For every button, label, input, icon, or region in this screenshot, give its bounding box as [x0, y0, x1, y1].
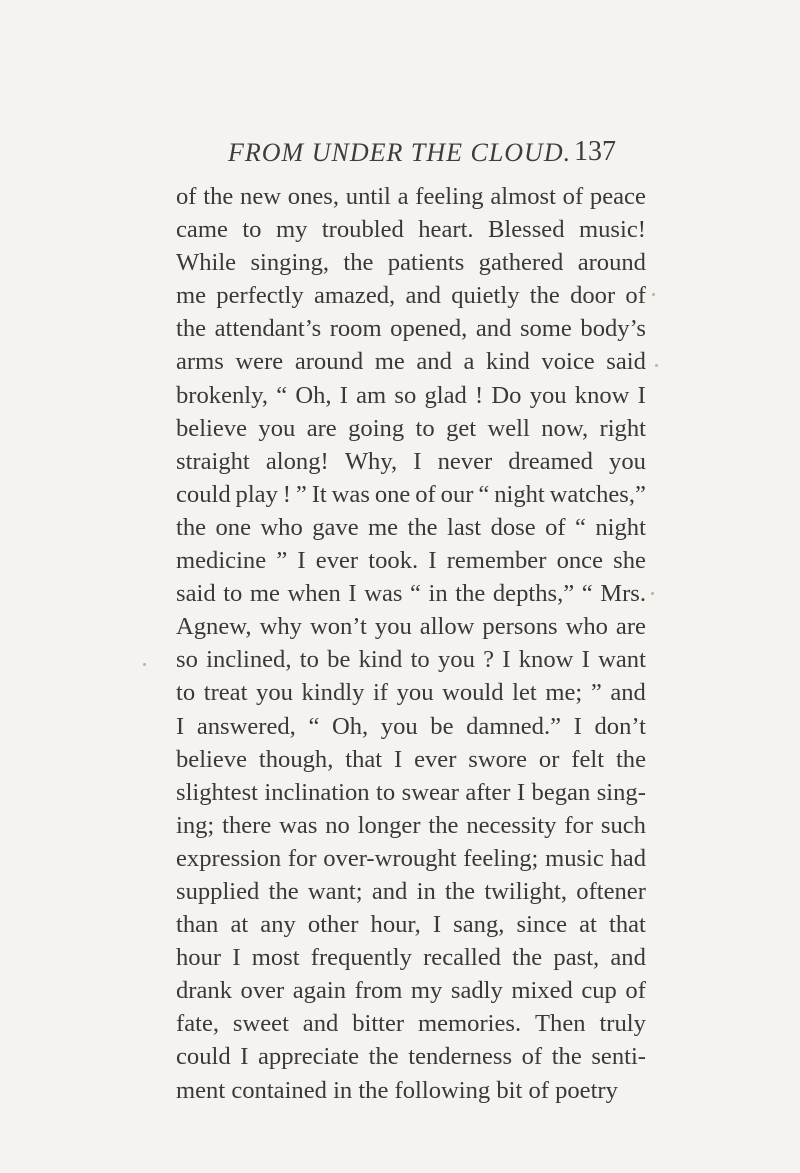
body-text: [176, 180, 646, 1107]
text-line: to treat you kindly if you would let me; ” and: [176, 679, 646, 707]
text-line: slightest inclination to swear after I began sing-: [176, 778, 646, 806]
text-line: brokenly, “ Oh, I am so glad ! Do you know I: [176, 381, 646, 409]
text-line: ing; there was no longer the necessity for such: [176, 811, 646, 839]
paper-speck: [655, 364, 658, 367]
paper-speck: [143, 663, 146, 666]
page-number: 137: [574, 136, 616, 167]
text-line: ment contained in the following bit of poetry: [176, 1076, 618, 1104]
text-line: While singing, the patients gathered around: [176, 249, 646, 277]
text-line: believe though, that I ever swore or felt the: [176, 745, 646, 773]
text-line: arms were around me and a kind voice said: [176, 348, 646, 376]
text-line: the one who gave me the last dose of “ night: [176, 513, 646, 541]
paper-speck: [652, 293, 655, 296]
text-line: supplied the want; and in the twilight, oftener: [176, 877, 646, 905]
text-line: the attendant’s room opened, and some body’s: [176, 315, 646, 343]
text-line: I answered, “ Oh, you be damned.” I don’t: [176, 712, 646, 740]
text-line: than at any other hour, I sang, since at that: [176, 911, 646, 939]
text-line: expression for over-wrought feeling; music had: [176, 844, 646, 872]
text-line: hour I most frequently recalled the past, and: [176, 944, 646, 972]
text-line: said to me when I was “ in the depths,” “ Mrs.: [176, 580, 646, 608]
text-line: Agnew, why won’t you allow persons who are: [176, 613, 646, 641]
text-line: of the new ones, until a feeling almost of peace: [176, 183, 646, 210]
text-line: straight along! Why, I never dreamed you: [176, 447, 646, 475]
text-line: fate, sweet and bitter memories. Then truly: [176, 1010, 646, 1038]
text-line: me perfectly amazed, and quietly the door of: [176, 282, 646, 310]
text-line: came to my troubled heart. Blessed music!: [176, 216, 646, 244]
text-line: drank over again from my sadly mixed cup of: [176, 977, 646, 1005]
text-line: could I appreciate the tenderness of the senti-: [176, 1043, 646, 1071]
text-line: believe you are going to get well now, right: [176, 414, 646, 442]
text-line: medicine ” I ever took. I remember once she: [176, 547, 646, 575]
paper-speck: [651, 592, 654, 595]
running-title: FROM UNDER THE CLOUD.: [228, 138, 572, 167]
text-line: so inclined, to be kind to you ? I know I want: [176, 646, 646, 674]
text-line: could play ! ” It was one of our “ night watches,”: [176, 480, 646, 508]
